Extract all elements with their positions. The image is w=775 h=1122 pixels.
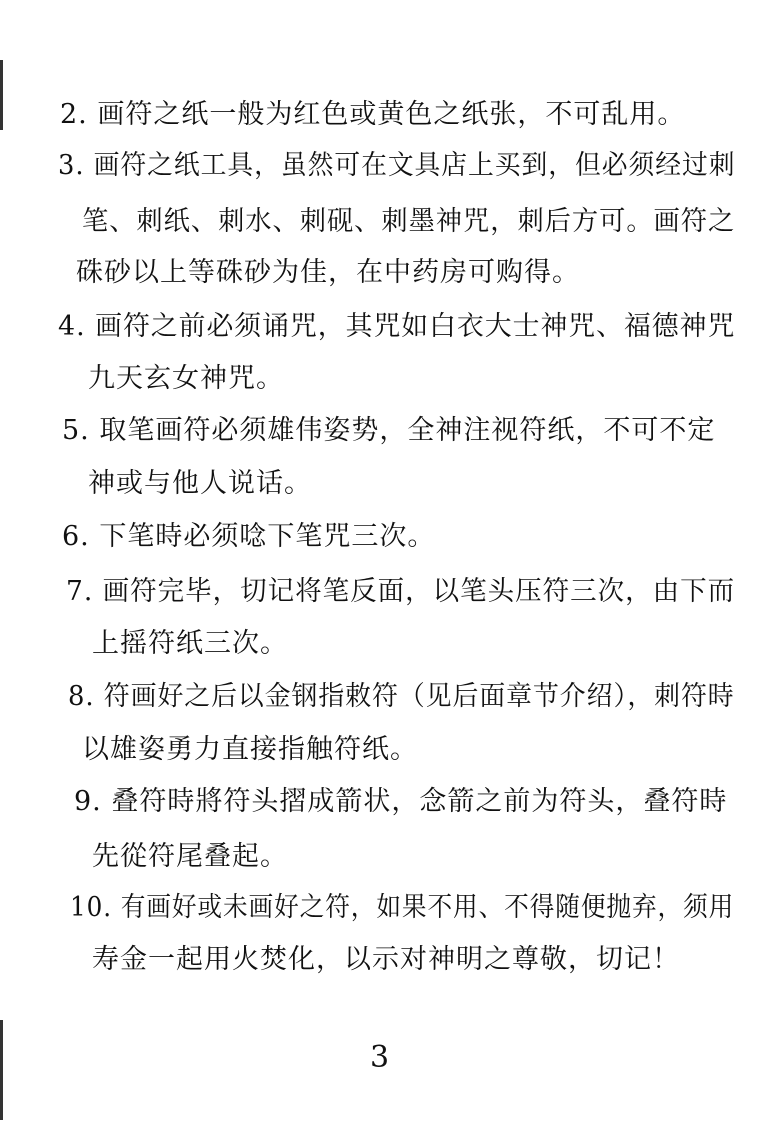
rule-10-line-2 [92, 943, 680, 977]
rule-text: 神或与他人说话。 [88, 468, 312, 499]
rule-text: 九天玄女神咒。 [88, 363, 284, 394]
rule-number: 6. [62, 521, 90, 552]
rule-number: 10. [70, 892, 112, 923]
rule-5-line-1 [62, 414, 715, 448]
rule-text: 先從符尾叠起。 [92, 841, 288, 872]
rule-2-line-1 [60, 98, 686, 132]
rule-8-line-1 [68, 680, 735, 714]
rule-9-line-2 [92, 840, 288, 874]
rule-text: 画符之前必须诵咒，其咒如白衣大士神咒、福德神咒 [95, 311, 736, 342]
rule-text: 寿金一起用火焚化，以示对神明之尊敬，切记！ [92, 944, 680, 975]
rule-4-line-2 [88, 362, 284, 396]
rule-text: 上摇符纸三次。 [92, 628, 288, 659]
rule-number: 2. [60, 99, 88, 130]
rule-text: 符画好之后以金钢指敕符（见后面章节介绍），刺符時 [103, 681, 735, 712]
rule-9-line-1 [74, 785, 727, 819]
rule-number: 9. [74, 786, 102, 817]
rule-text: 画符之纸一般为红色或黄色之纸张，不可乱用。 [97, 99, 686, 130]
rule-4-line-1 [58, 310, 735, 344]
rule-3-line-1 [58, 149, 735, 183]
rule-text: 以雄姿勇力直接指触符纸。 [82, 734, 418, 765]
rule-number: 7. [66, 576, 94, 607]
rule-7-line-2 [92, 627, 288, 661]
rule-text: 硃砂以上等硃砂为佳，在中药房可购得。 [76, 257, 580, 288]
rule-8-line-2 [82, 733, 418, 767]
rule-5-line-2 [88, 467, 312, 501]
rule-number: 5. [62, 415, 90, 446]
rule-number: 3. [58, 150, 85, 181]
scan-edge-mark [0, 60, 3, 130]
rule-text: 有画好或未画好之符，如果不用、不得随便抛弃，须用 [120, 892, 735, 923]
rule-10-line-1 [70, 891, 734, 925]
rule-text: 画符之纸工具，虽然可在文具店上买到，但必须经过刺 [93, 150, 736, 181]
rule-number: 8. [68, 681, 95, 712]
rule-number: 4. [58, 311, 86, 342]
scan-edge-mark [0, 1020, 3, 1120]
rule-3-line-2 [82, 205, 735, 239]
rule-3-line-3 [76, 256, 580, 290]
rule-text: 叠符時將符头摺成箭状，念箭之前为符头，叠符時 [111, 786, 728, 817]
rule-6-line-1 [62, 520, 435, 554]
rule-text: 笔、刺纸、刺水、刺砚、刺墨神咒，刺后方可。画符之 [82, 206, 736, 237]
rule-7-line-1 [66, 575, 735, 609]
page-number: 3 [370, 1040, 390, 1075]
rule-text: 下笔時必须唸下笔咒三次。 [99, 521, 436, 552]
rule-text: 取笔画符必须雄伟姿势，全神注视符纸，不可不定 [99, 415, 716, 446]
rule-text: 画符完毕，切记将笔反面，以笔头压符三次，由下而 [102, 576, 736, 607]
